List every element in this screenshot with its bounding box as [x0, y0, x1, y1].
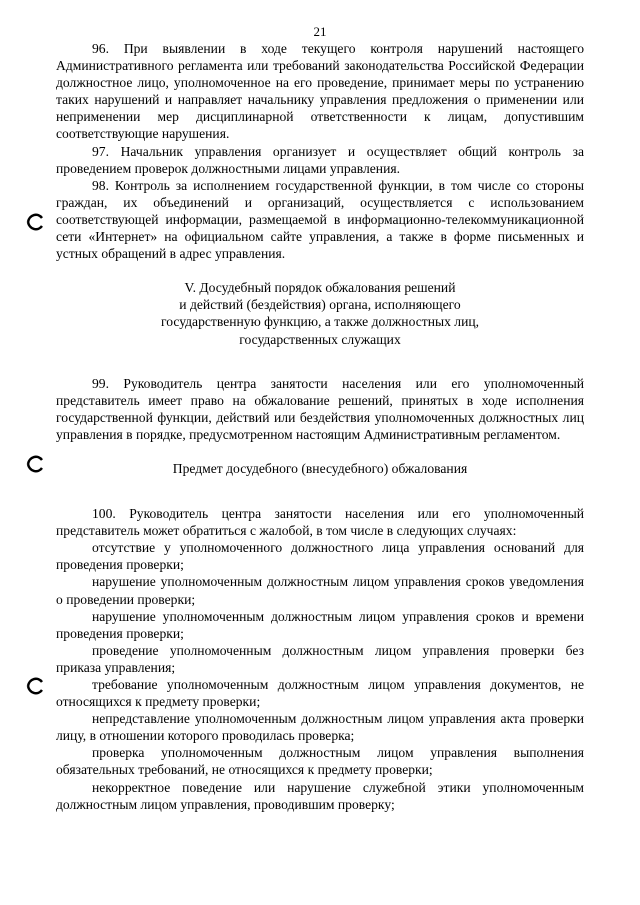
- document-body: [56, 40, 584, 813]
- paragraph-97: 97. Начальник управления организует и осуществляет общий контроль за проведением проверок должностными лицами управления.: [56, 143, 584, 176]
- list-item: проверка уполномоченным должностным лицом управления выполнения обязательных требований, не относящихся к предмету проверки;: [56, 745, 584, 778]
- list-item: проведение уполномоченным должностным лицом управления проверки без приказа управления;: [56, 642, 584, 675]
- section-heading-line: V. Досудебный порядок обжалования решений: [184, 280, 456, 296]
- list-item: требование уполномоченным должностным лицом управления документов, не относящихся к предмету проверки;: [56, 677, 584, 710]
- section-heading-line: государственных служащих: [239, 331, 401, 347]
- list-item: некорректное поведение или нарушение служебной этики уполномоченным должностным лицом управления, проводившим проверку;: [56, 779, 584, 812]
- list-item: нарушение уполномоченным должностным лицом управления сроков уведомления о проведении проверки;: [56, 574, 584, 607]
- list-item: нарушение уполномоченным должностным лицом управления сроков и времени проведения проверки;: [56, 608, 584, 641]
- list-item: непредставление уполномоченным должностным лицом управления акта проверки лицу, в отношении которого проводилась проверка;: [56, 711, 584, 744]
- page-number: 21: [313, 24, 327, 39]
- section-heading-line: и действий (бездействия) органа, исполняющего: [179, 297, 461, 313]
- list-item: отсутствие у уполномоченного должностного лица управления оснований для проведения проверки;: [56, 540, 584, 573]
- paragraph-96: 96. При выявлении в ходе текущего контроля нарушений настоящего Административного регламента или требований законодательства Российской Федерации должностное лицо, уполномоченное на его проведение, принимает меры по устранению таких нарушений и направляет начальнику управления предложения о применении или неприменении мер дисциплинарной ответственности к лицам, допустившим соответствующие нарушения.: [56, 41, 584, 142]
- punch-hole-mark: [26, 454, 43, 474]
- paragraph-99: 99. Руководитель центра занятости населения или его уполномоченный представитель имеет право на обжалование решений, принятых в ходе исполнения государственной функции, действий или бездействия уполномоченных должностных лиц управления в порядке, предусмотренном настоящим Административным регламентом.: [56, 375, 584, 442]
- section-heading: [56, 279, 584, 347]
- punch-hole-mark: [26, 212, 43, 232]
- section-heading-line: государственную функцию, а также должностных лиц,: [160, 314, 480, 330]
- paragraph-100: 100. Руководитель центра занятости населения или его уполномоченный представитель может обратиться с жалобой, в том числе в следующих случаях:: [56, 506, 584, 539]
- paragraph-98: 98. Контроль за исполнением государственной функции, в том числе со стороны граждан, их объединений и организаций, осуществляется с использованием соответствующей информации, размещаемой в информационно-телекоммуникационной сети «Интернет» на официальном сайте управления, а также в форме письменных и устных обращений в адрес управления.: [56, 177, 584, 262]
- punch-hole-mark: [26, 676, 43, 696]
- subsection-heading: Предмет досудебного (внесудебного) обжалования: [172, 460, 468, 476]
